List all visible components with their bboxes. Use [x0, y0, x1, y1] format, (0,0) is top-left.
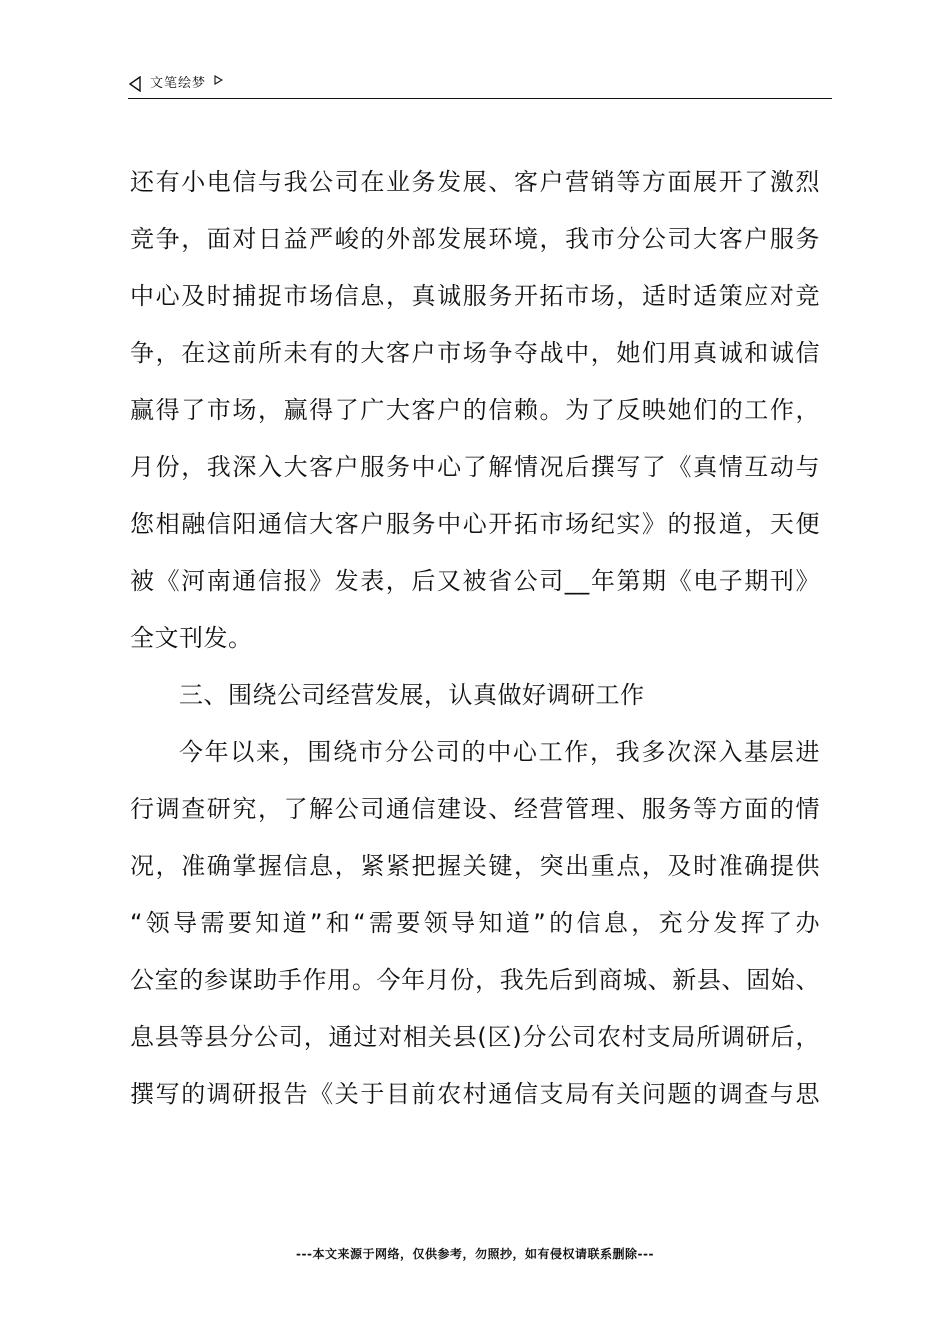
page-footer: ---本文来源于网络，仅供参考，勿照抄，如有侵权请联系删除--- [296, 1247, 654, 1261]
body-line: 撰写的调研报告《关于目前农村通信支局有关问题的调查与思 [130, 1080, 820, 1108]
body-line: 赢得了市场，赢得了广大客户的信赖。为了反映她们的工作， [130, 396, 820, 424]
page-header [128, 74, 832, 99]
body-line: 公室的参谋助手作用。今年月份，我先后到商城、新县、固始、 [130, 966, 820, 994]
left-triangle-icon [128, 76, 142, 92]
body-line: 争，在这前所未有的大客户市场争夺战中，她们用真诚和诚信 [130, 339, 820, 367]
body-line: 况，准确掌握信息，紧紧把握关键，突出重点，及时准确提供 [130, 852, 820, 880]
body-line: 今年以来，围绕市分公司的中心工作，我多次深入基层进 [179, 738, 820, 766]
body-line: 全文刊发。 [130, 624, 253, 652]
body-line: 还有小电信与我公司在业务发展、客户营销等方面展开了激烈 [130, 168, 820, 196]
right-triangle-icon [214, 75, 223, 85]
body-line: “领导需要知道”和“需要领导知道”的信息，充分发挥了办 [130, 909, 820, 937]
body-line: 竞争，面对日益严峻的外部发展环境，我市分公司大客户服务 [130, 225, 820, 253]
body-line: 行调查研究，了解公司通信建设、经营管理、服务等方面的情 [130, 795, 820, 823]
body-line: 息县等县分公司，通过对相关县(区)分公司农村支局所调研后， [130, 1023, 820, 1051]
header-inner [128, 76, 223, 92]
body-line: 月份，我深入大客户服务中心了解情况后撰写了《真情互动与 [130, 453, 820, 481]
body-line: 您相融信阳通信大客户服务中心开拓市场纪实》的报道，天便 [130, 510, 820, 538]
section-heading: 三、围绕公司经营发展，认真做好调研工作 [179, 681, 645, 709]
header-title: 文笔绘梦 [150, 76, 207, 91]
body-line: 中心及时捕捉市场信息，真诚服务开拓市场，适时适策应对竞 [130, 282, 820, 310]
body-line: 被《河南通信报》发表，后又被省公司__年第期《电子期刊》 [130, 567, 820, 595]
